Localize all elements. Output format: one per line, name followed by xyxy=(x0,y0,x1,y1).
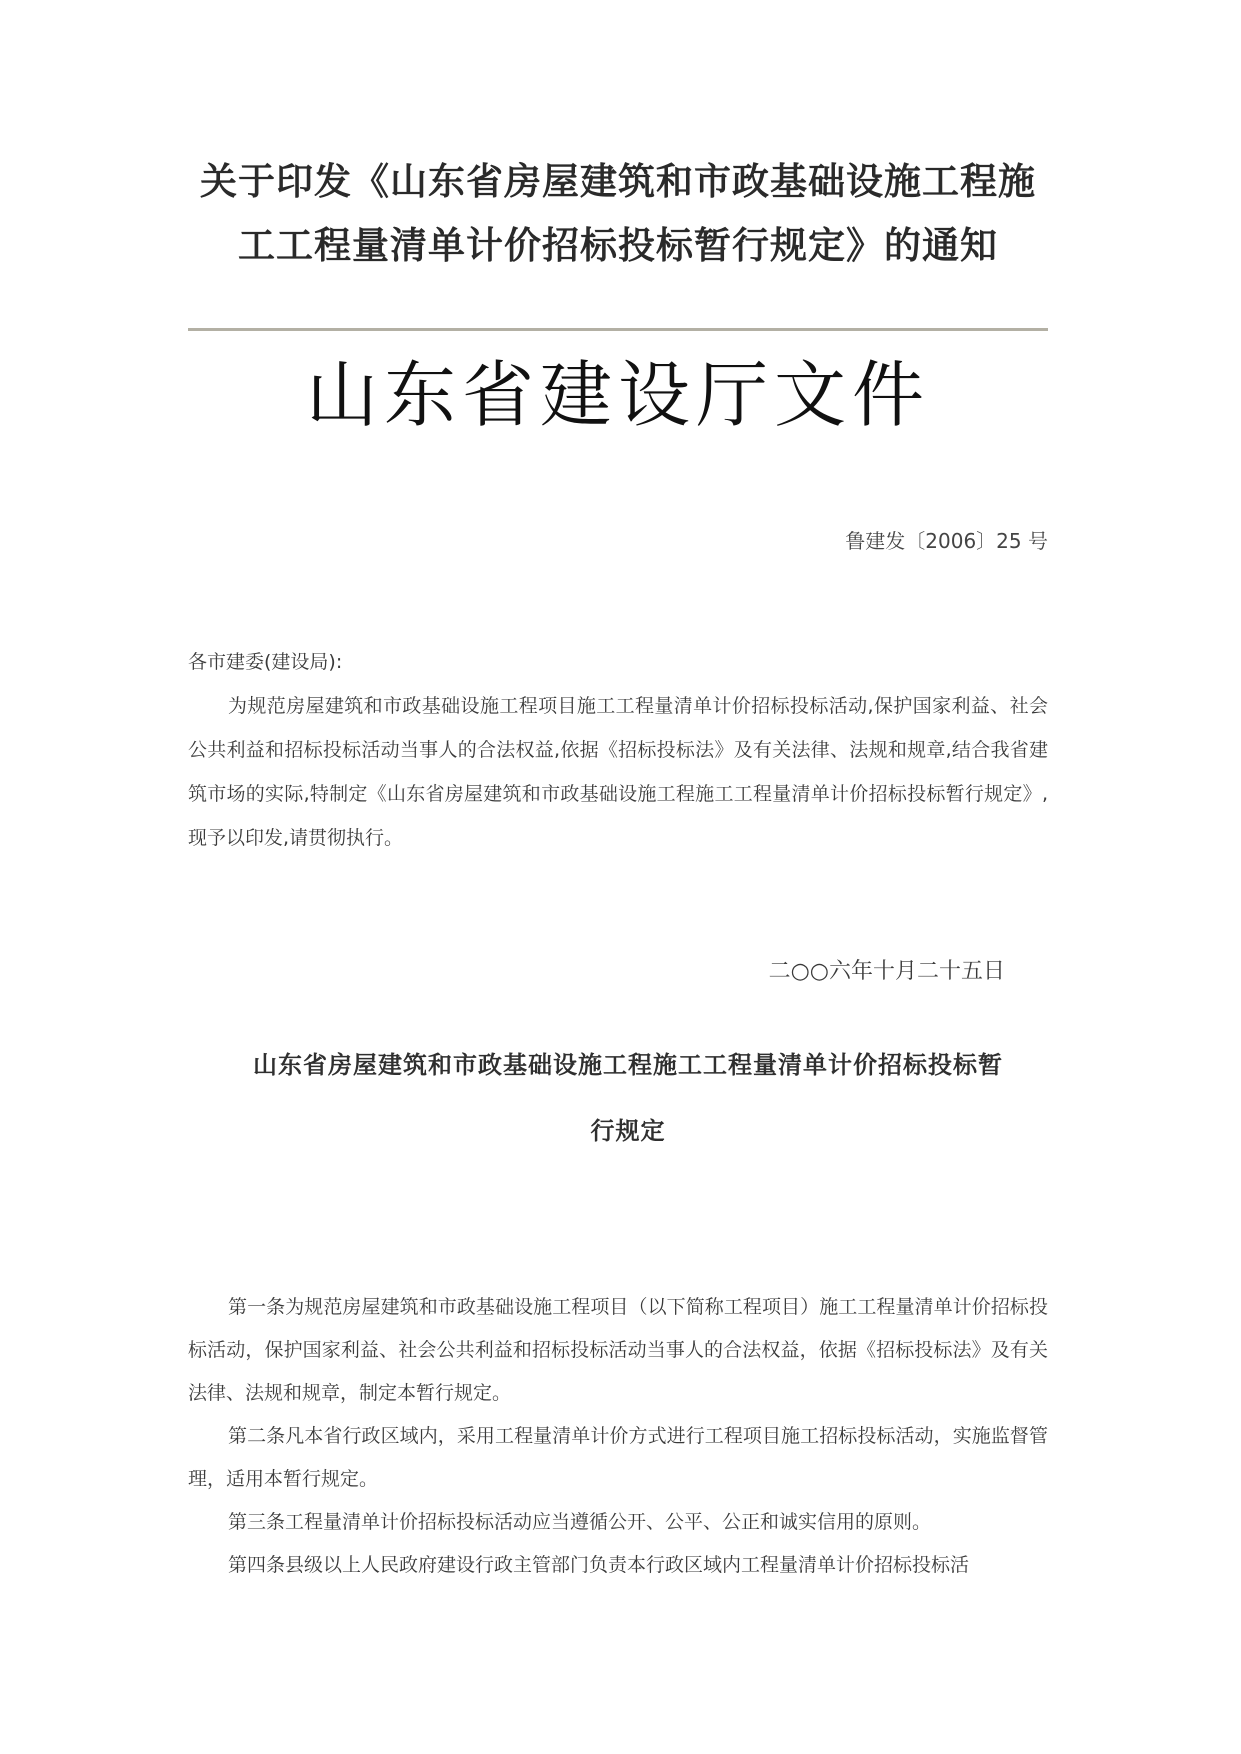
issue-date: 二○○六年十月二十五日 xyxy=(768,959,1005,984)
notice-title-line-2: 工工程量清单计价招标投标暂行规定》的通知 xyxy=(238,224,998,267)
issuer-heading: 山东省建设厅文件 xyxy=(305,353,930,437)
document-number: 鲁建发〔2006〕25 号 xyxy=(845,529,1048,553)
article-1: 第一条为规范房屋建筑和市政基础设施工程项目（以下简称工程项目）施工工程量清单计价招标投标活动，保护国家利益、社会公共利益和招标投标活动当事人的合法权益，依据《招标投标法》及有关法律、法规和规章，制定本暂行规定。 xyxy=(188,1296,1048,1404)
regulation-title xyxy=(188,1032,1068,1164)
regulation-title-line-2: 行规定 xyxy=(590,1117,666,1145)
article-2: 第二条凡本省行政区域内，采用工程量清单计价方式进行工程项目施工招标投标活动，实施监督管理，适用本暂行规定。 xyxy=(188,1425,1048,1490)
regulation-articles xyxy=(188,1286,1048,1587)
notice-paragraph: 为规范房屋建筑和市政基础设施工程项目施工工程量清单计价招标投标活动,保护国家利益、社会公共利益和招标投标活动当事人的合法权益,依据《招标投标法》及有关法律、法规和规章,结合我省建筑市场的实际,特制定《山东省房屋建筑和市政基础设施工程施工工程量清单计价招标投标暂行规定》,现予以印发,请贯彻执行。 xyxy=(188,695,1048,849)
article-3: 第三条工程量清单计价招标投标活动应当遵循公开、公平、公正和诚实信用的原则。 xyxy=(228,1511,932,1533)
notice-body xyxy=(188,684,1048,860)
addressee: 各市建委(建设局): xyxy=(188,651,343,673)
notice-title-line-1: 关于印发《山东省房屋建筑和市政基础设施工程施 xyxy=(200,160,1036,203)
notice-title xyxy=(150,150,1086,278)
regulation-title-line-1: 山东省房屋建筑和市政基础设施工程施工工程量清单计价招标投标暂 xyxy=(253,1051,1003,1079)
header-divider xyxy=(188,328,1048,331)
article-4: 第四条县级以上人民政府建设行政主管部门负责本行政区域内工程量清单计价招标投标活 xyxy=(228,1554,970,1576)
